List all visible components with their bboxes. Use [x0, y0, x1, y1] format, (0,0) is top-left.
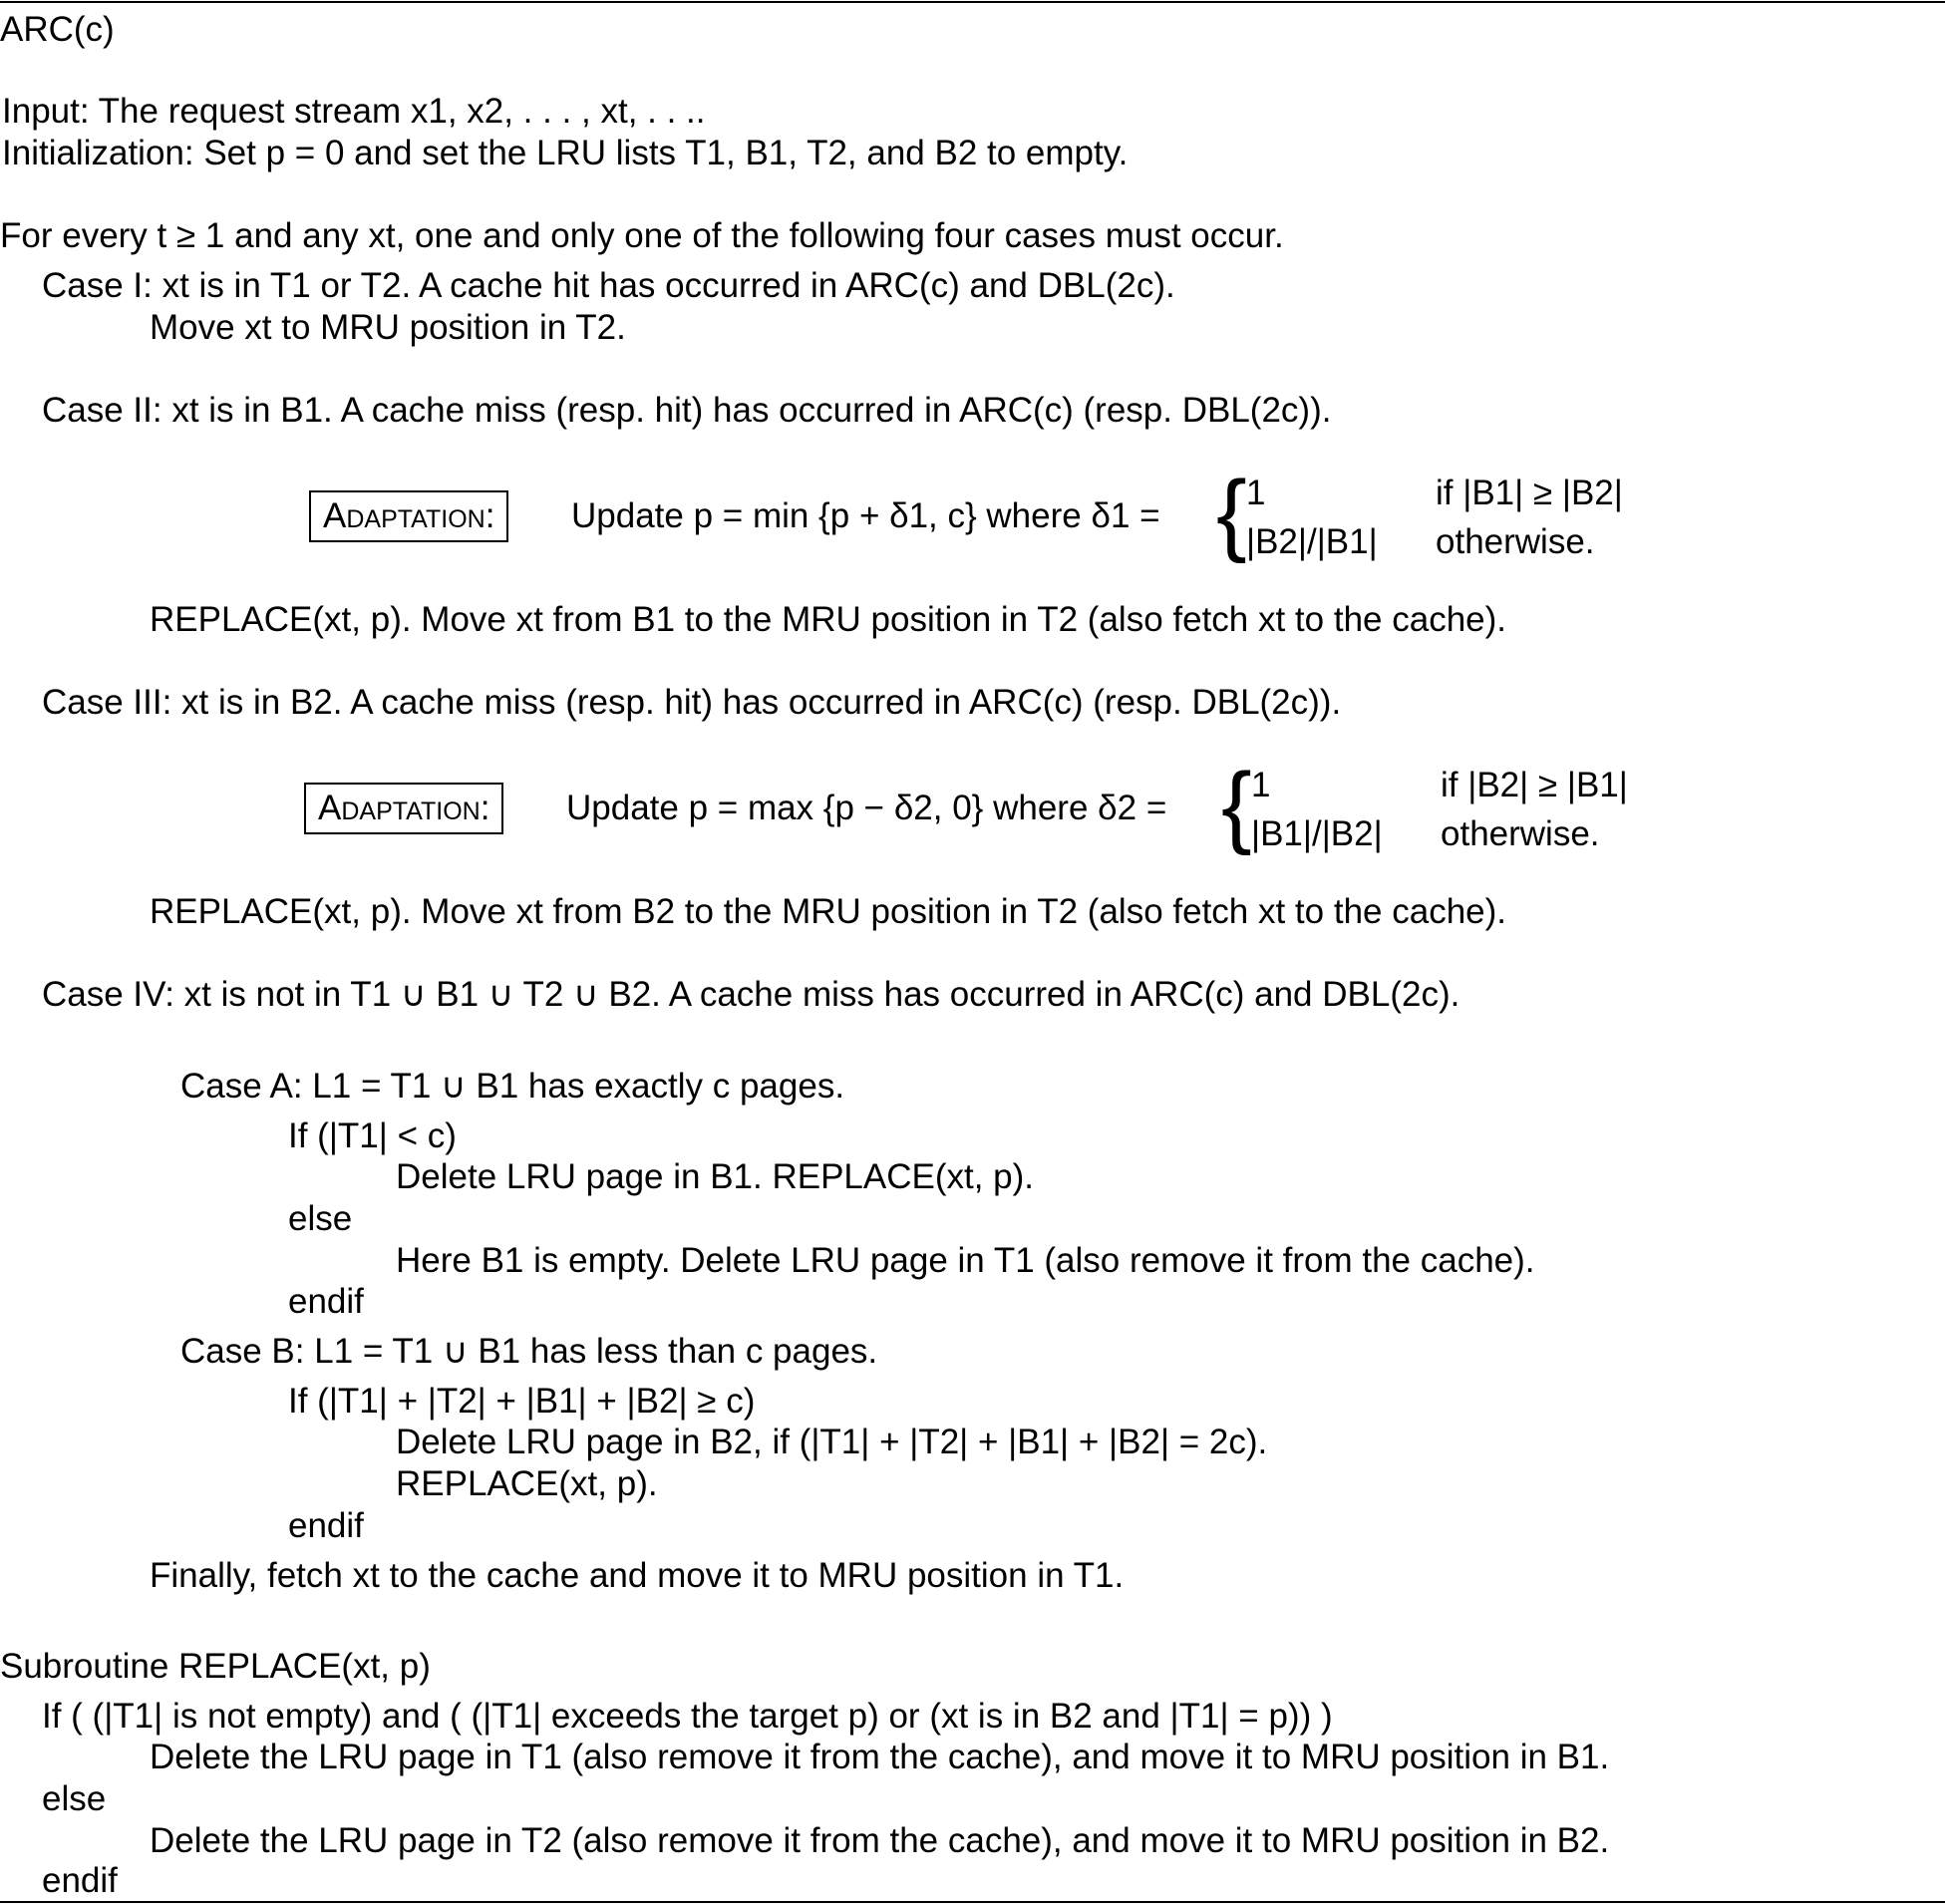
subroutine-head: Subroutine REPLACE(xt, p) — [0, 1647, 431, 1686]
case-3-brace: { — [1221, 755, 1252, 856]
case-3-condition-2: otherwise. — [1441, 814, 1600, 853]
case-b-if: If (|T1| + |T2| + |B1| + |B2| ≥ c) — [288, 1382, 756, 1421]
case-3-adaptation-label: Adaptation: — [304, 783, 503, 834]
input-line: Input: The request stream x1, x2, . . . , xt, . . .. — [2, 92, 706, 131]
case-4-head: Case IV: xt is not in T1 ∪ B1 ∪ T2 ∪ B2. A cache miss has occurred in ARC(c) and DBL(2c). — [42, 975, 1460, 1014]
case-a-else-body: Here B1 is empty. Delete LRU page in T1 (also remove it from the cache). — [396, 1241, 1535, 1280]
top-rule — [0, 1, 1945, 3]
case-2-brace: { — [1216, 463, 1247, 564]
case-a-if: If (|T1| < c) — [288, 1116, 457, 1155]
subroutine-if: If ( (|T1| is not empty) and ( (|T1| exceeds the target p) or (xt is in B2 and |T1| = p)) ) — [42, 1697, 1333, 1736]
initialization-line: Initialization: Set p = 0 and set the LRU lists T1, B1, T2, and B2 to empty. — [2, 134, 1129, 172]
case-4-finally: Finally, fetch xt to the cache and move it to MRU position in T1. — [150, 1556, 1125, 1595]
case-2-adaptation-label: Adaptation: — [309, 490, 508, 542]
case-b-then-2: REPLACE(xt, p). — [396, 1464, 658, 1503]
case-b-head: Case B: L1 = T1 ∪ B1 has less than c pages. — [180, 1332, 878, 1371]
case-2-head: Case II: xt is in B1. A cache miss (resp. hit) has occurred in ARC(c) (resp. DBL(2c)). — [42, 391, 1332, 430]
case-3-condition-1: if |B2| ≥ |B1| — [1441, 766, 1628, 804]
case-2-update: Update p = min {p + δ1, c} where δ1 = — [571, 496, 1160, 535]
case-2-condition-1: if |B1| ≥ |B2| — [1436, 474, 1623, 512]
case-2-replace: REPLACE(xt, p). Move xt from B1 to the MRU position in T2 (also fetch xt to the cache). — [150, 600, 1507, 639]
case-3-head: Case III: xt is in B2. A cache miss (resp. hit) has occurred in ARC(c) (resp. DBL(2c)). — [42, 683, 1342, 722]
bottom-rule — [0, 1901, 1945, 1903]
case-3-update: Update p = max {p − δ2, 0} where δ2 = — [566, 789, 1167, 827]
for-every-line: For every t ≥ 1 and any xt, one and only one of the following four cases must occur. — [0, 216, 1284, 255]
case-2-value-2: |B2|/|B1| — [1246, 522, 1378, 561]
case-1-head: Case I: xt is in T1 or T2. A cache hit has occurred in ARC(c) and DBL(2c). — [42, 266, 1175, 305]
case-a-then: Delete LRU page in B1. REPLACE(xt, p). — [396, 1157, 1035, 1196]
case-a-endif: endif — [288, 1282, 364, 1321]
case-2-condition-2: otherwise. — [1436, 522, 1595, 561]
case-1-body: Move xt to MRU position in T2. — [150, 308, 626, 347]
case-3-value-2: |B1|/|B2| — [1251, 814, 1383, 853]
case-b-then-1: Delete LRU page in B2, if (|T1| + |T2| + |B1| + |B2| = 2c). — [396, 1423, 1268, 1461]
algorithm-title: ARC(c) — [0, 10, 115, 49]
case-2-value-1: 1 — [1246, 474, 1266, 512]
subroutine-else-body: Delete the LRU page in T2 (also remove it from the cache), and move it to MRU position in B2. — [150, 1821, 1610, 1860]
case-3-replace: REPLACE(xt, p). Move xt from B2 to the MRU position in T2 (also fetch xt to the cache). — [150, 892, 1507, 931]
case-a-head: Case A: L1 = T1 ∪ B1 has exactly c pages. — [180, 1067, 845, 1106]
case-b-endif: endif — [288, 1506, 364, 1545]
subroutine-else: else — [42, 1779, 107, 1818]
subroutine-endif: endif — [42, 1861, 118, 1900]
case-a-else: else — [288, 1199, 353, 1238]
subroutine-then: Delete the LRU page in T1 (also remove it from the cache), and move it to MRU position in B1. — [150, 1738, 1610, 1776]
case-3-value-1: 1 — [1251, 766, 1271, 804]
